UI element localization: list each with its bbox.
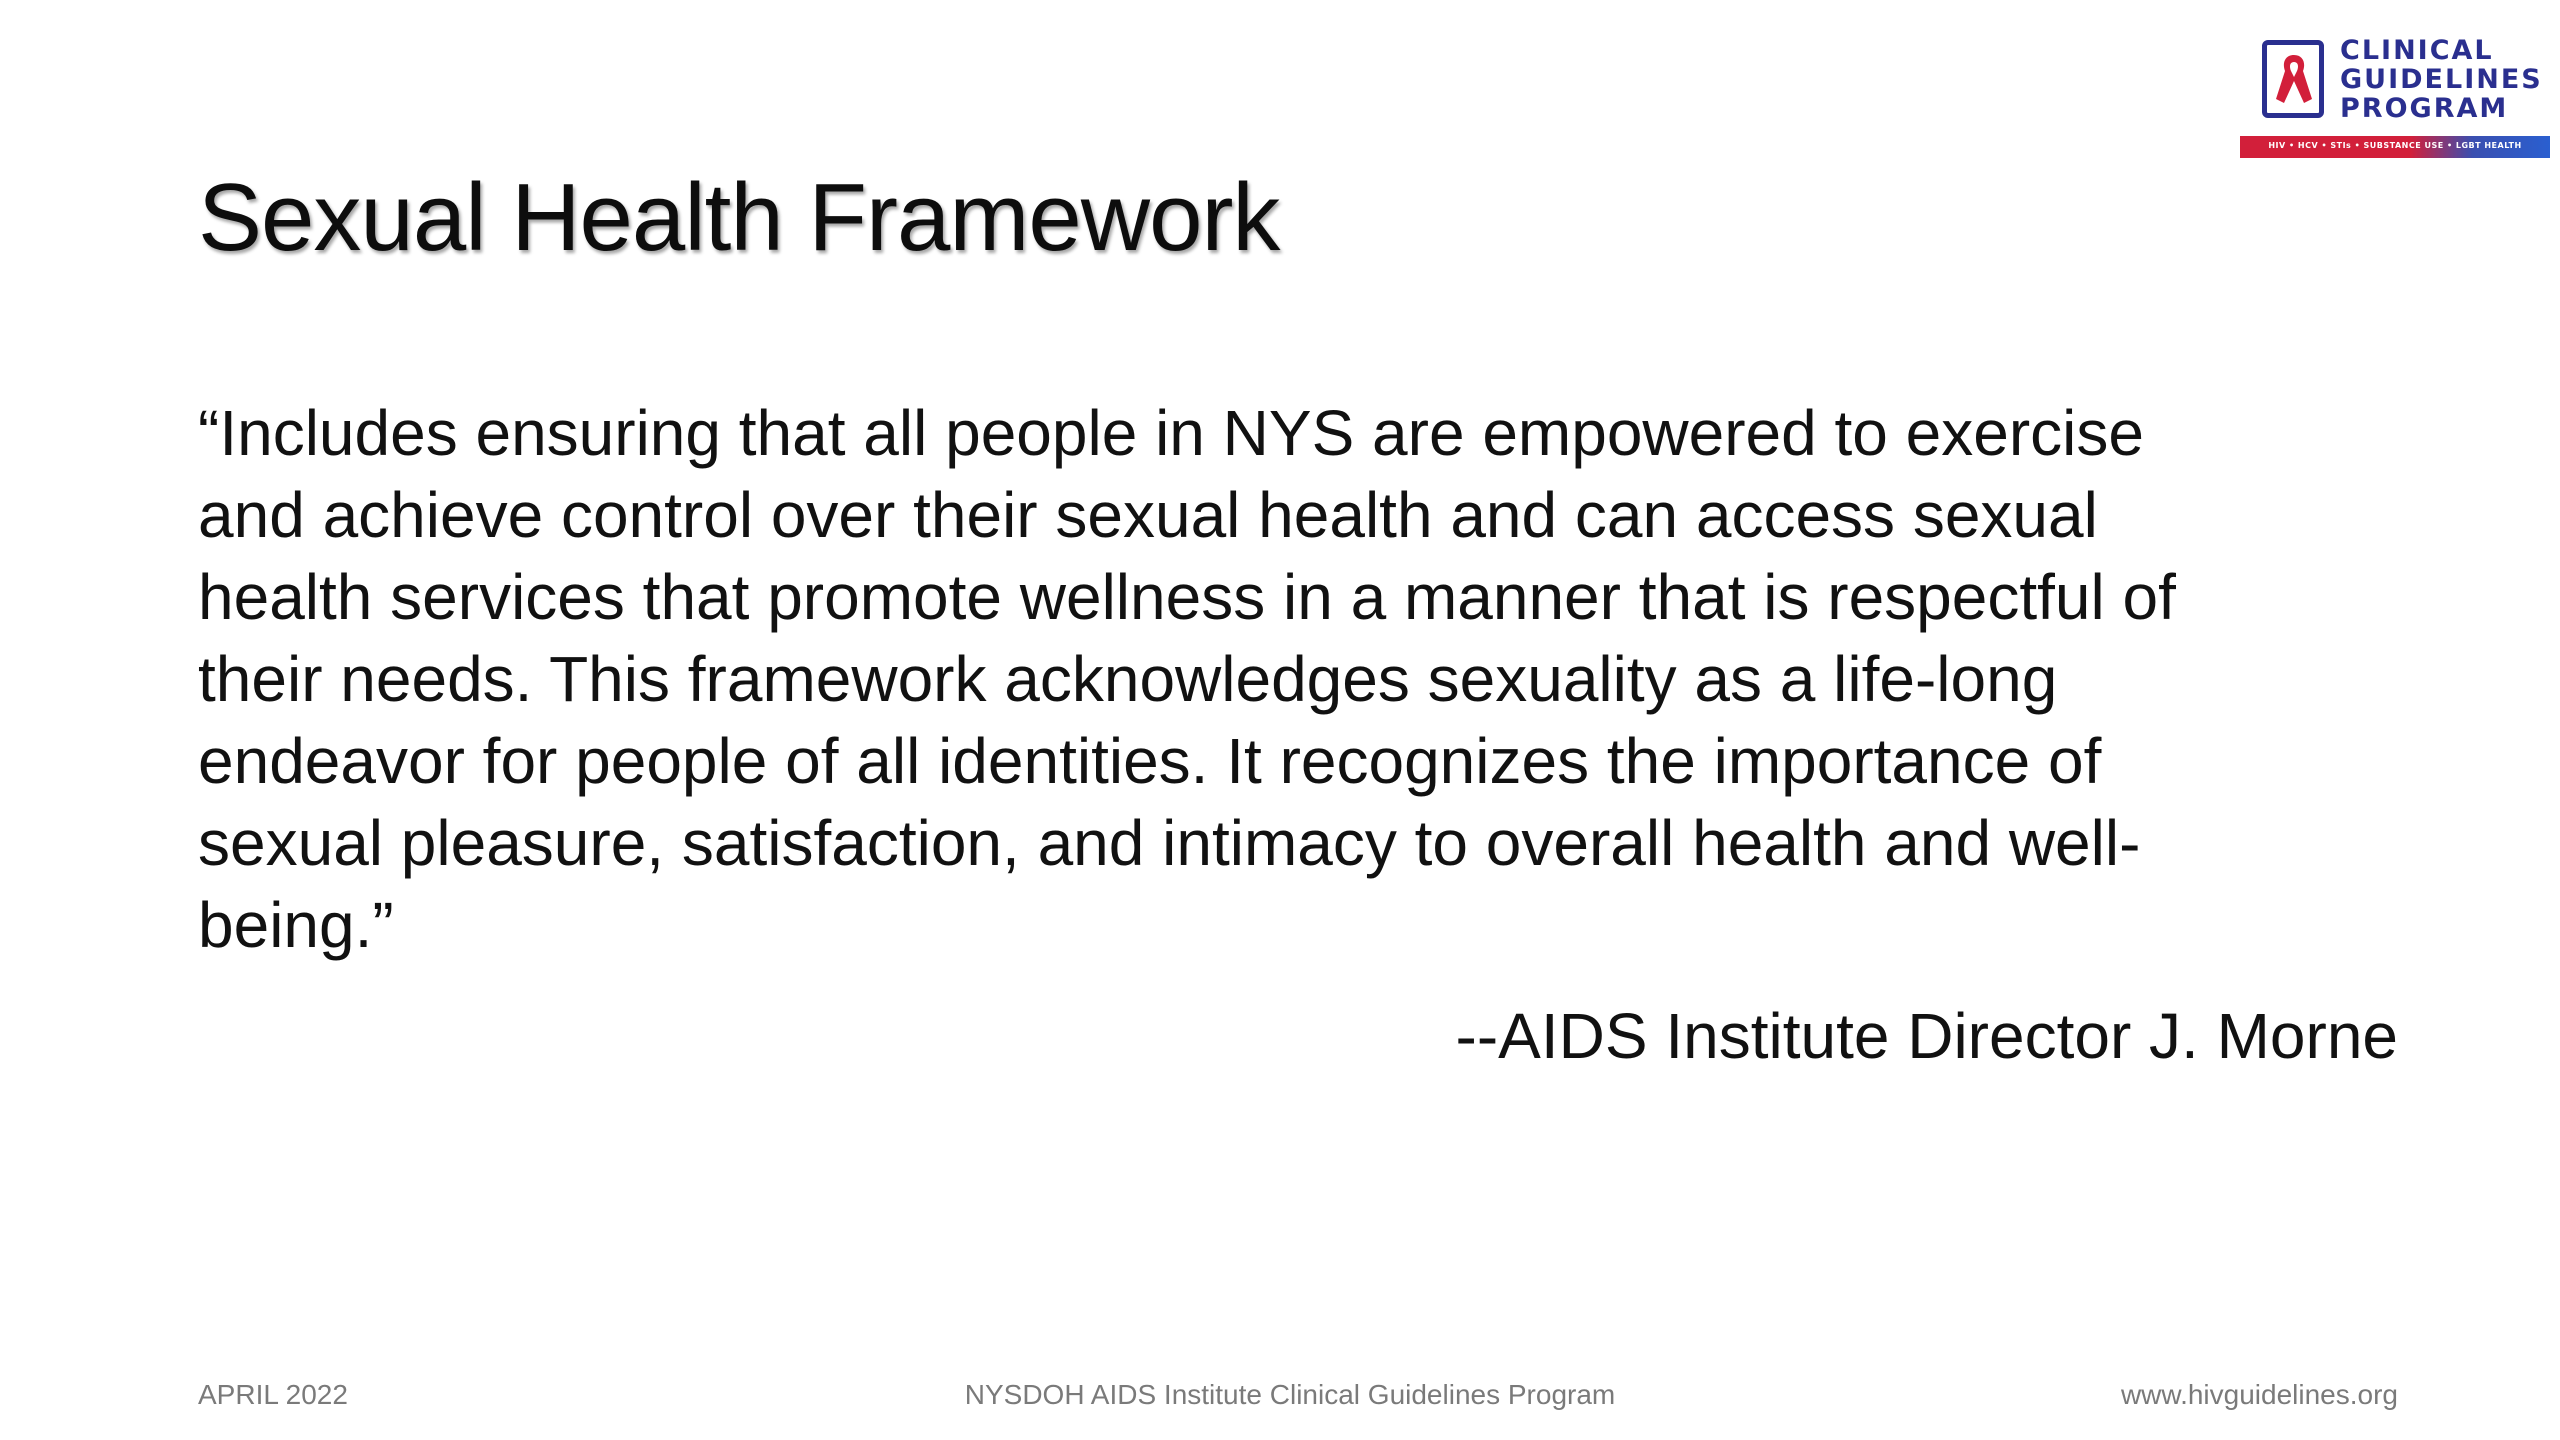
footer-date: APRIL 2022 [198,1379,348,1410]
footer-website: www.hivguidelines.org [2120,1379,2398,1410]
slide-title: Sexual Health Framework [198,164,1280,271]
logo-tagline: HIV • HCV • STIs • SUBSTANCE USE • LGBT HEALTH [2268,141,2522,150]
footer-organization: NYSDOH AIDS Institute Clinical Guidelines Program [964,1379,1616,1410]
awareness-ribbon-icon [2273,51,2315,107]
quote-text: “Includes ensuring that all people in NYS are empowered to exercise and achieve control over their sexual health and can access sexual health services that promote wellness in a manner that is respectful of their needs. This framework acknowledges sexuality as a life-long endeavor for people of all identities. It recognizes the importance of sexual pleasure, satisfaction, and intimacy to overall health and well- being.” [198,397,2176,961]
logo-badge [2262,40,2324,118]
quote-attribution: --AIDS Institute Director J. Morne [1455,1000,2398,1072]
logo-wordmark: CLINICAL GUIDELINES PROGRAM [2340,35,2543,124]
clinical-guidelines-program-logo [2240,36,2550,160]
